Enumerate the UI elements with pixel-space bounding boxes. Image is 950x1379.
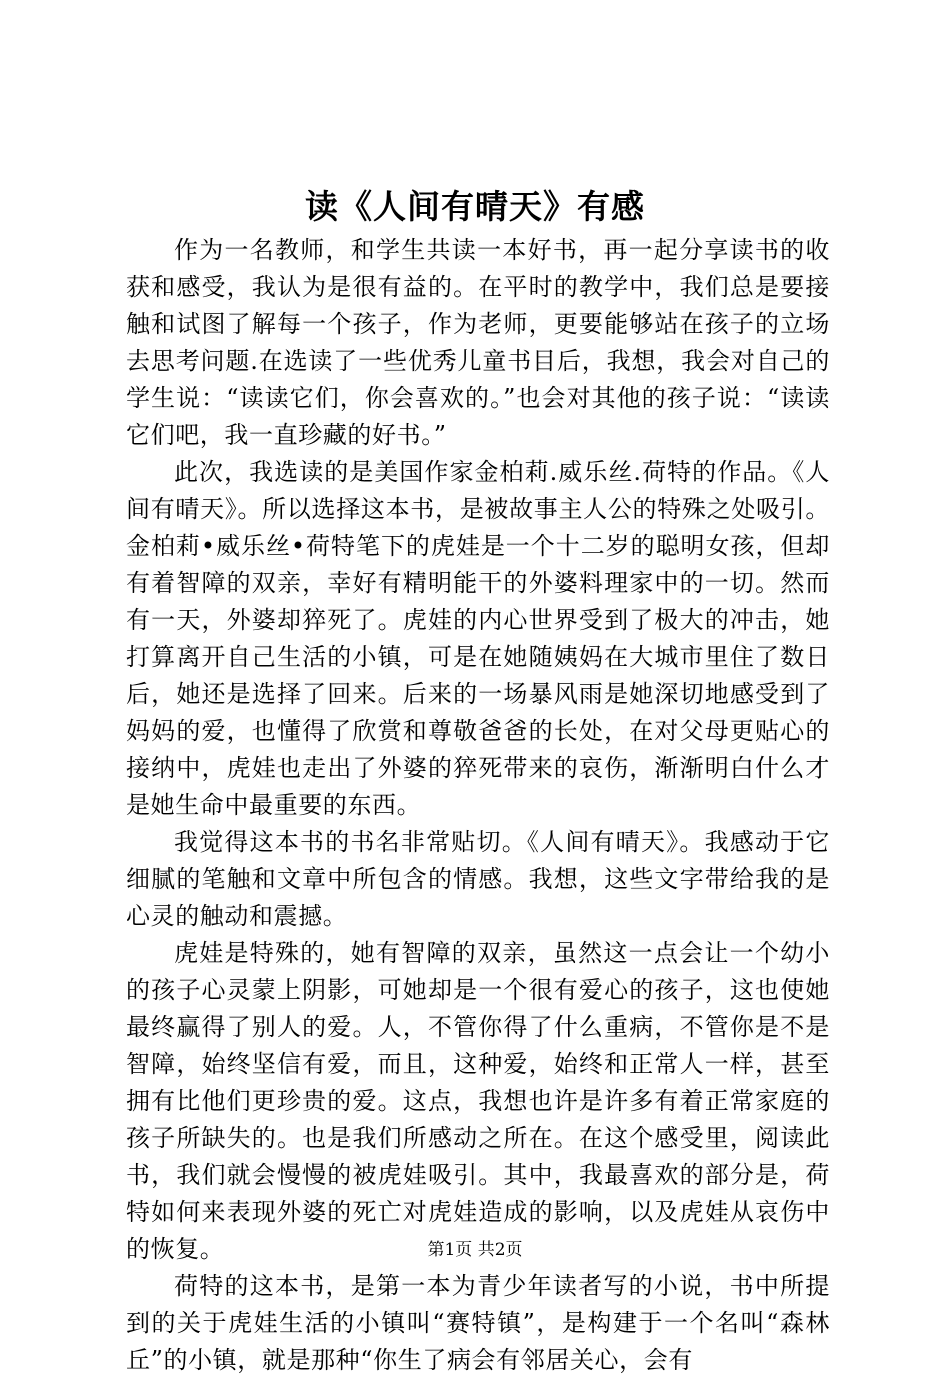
paragraph: 虎娃是特殊的，她有智障的双亲，虽然这一点会让一个幼小的孩子心灵蒙上阴影，可她却是一个很有爱心的孩子，这也使她最终赢得了别人的爱。人，不管你得了什么重病，不管你是不是智障，始终坚信有爱，而且，这种爱，始终和正常人一样，甚至拥有比他们更珍贵的爱。这点，我想也许是许多有着正常家庭的孩子所缺失的。也是我们所感动之所在。在这个感受里，阅读此书，我们就会慢慢的被虎娃吸引。其中，我最喜欢的部分是，荷特如何来表现外婆的死亡对虎娃造成的影响，以及虎娃从哀伤中的恢复。 bbox=[126, 939, 830, 1263]
page-number-footer: 第1页 共2页 bbox=[427, 1240, 523, 1260]
paragraph: 荷特的这本书，是第一本为青少年读者写的小说，书中所提到的关于虎娃生活的小镇叫“赛特镇”，是构建于一个名叫“森林丘”的小镇，就是那种“你生了病会有邻居关心，会有 bbox=[126, 1272, 830, 1374]
document-body bbox=[126, 232, 830, 1379]
paragraph: 我觉得这本书的书名非常贴切。《人间有晴天》。我感动于它细腻的笔触和文章中所包含的情感。我想，这些文字带给我的是心灵的触动和震撼。 bbox=[126, 828, 830, 930]
paragraph: 作为一名教师，和学生共读一本好书，再一起分享读书的收获和感受，我认为是很有益的。在平时的教学中，我们总是要接触和试图了解每一个孩子，作为老师，更要能够站在孩子的立场去思考问题.在选读了一些优秀儿童书目后，我想，我会对自己的学生说：“读读它们，你会喜欢的。”也会对其他的孩子说：“读读它们吧，我一直珍藏的好书。” bbox=[126, 236, 830, 449]
document-title: 读《人间有晴天》有感 bbox=[305, 187, 645, 226]
paragraph: 此次，我选读的是美国作家金柏莉.威乐丝.荷特的作品。《人间有晴天》。所以选择这本书，是被故事主人公的特殊之处吸引。金柏莉•威乐丝•荷特笔下的虎娃是一个十二岁的聪明女孩，但却有着智障的双亲，幸好有精明能干的外婆料理家中的一切。然而有一天，外婆却猝死了。虎娃的内心世界受到了极大的冲击，她打算离开自己生活的小镇，可是在她随姨妈在大城市里住了数日后，她还是选择了回来。后来的一场暴风雨是她深切地感受到了妈妈的爱，也懂得了欣赏和尊敬爸爸的长处，在对父母更贴心的接纳中，虎娃也走出了外婆的猝死带来的哀伤，渐渐明白什么才是她生命中最重要的东西。 bbox=[126, 458, 830, 819]
